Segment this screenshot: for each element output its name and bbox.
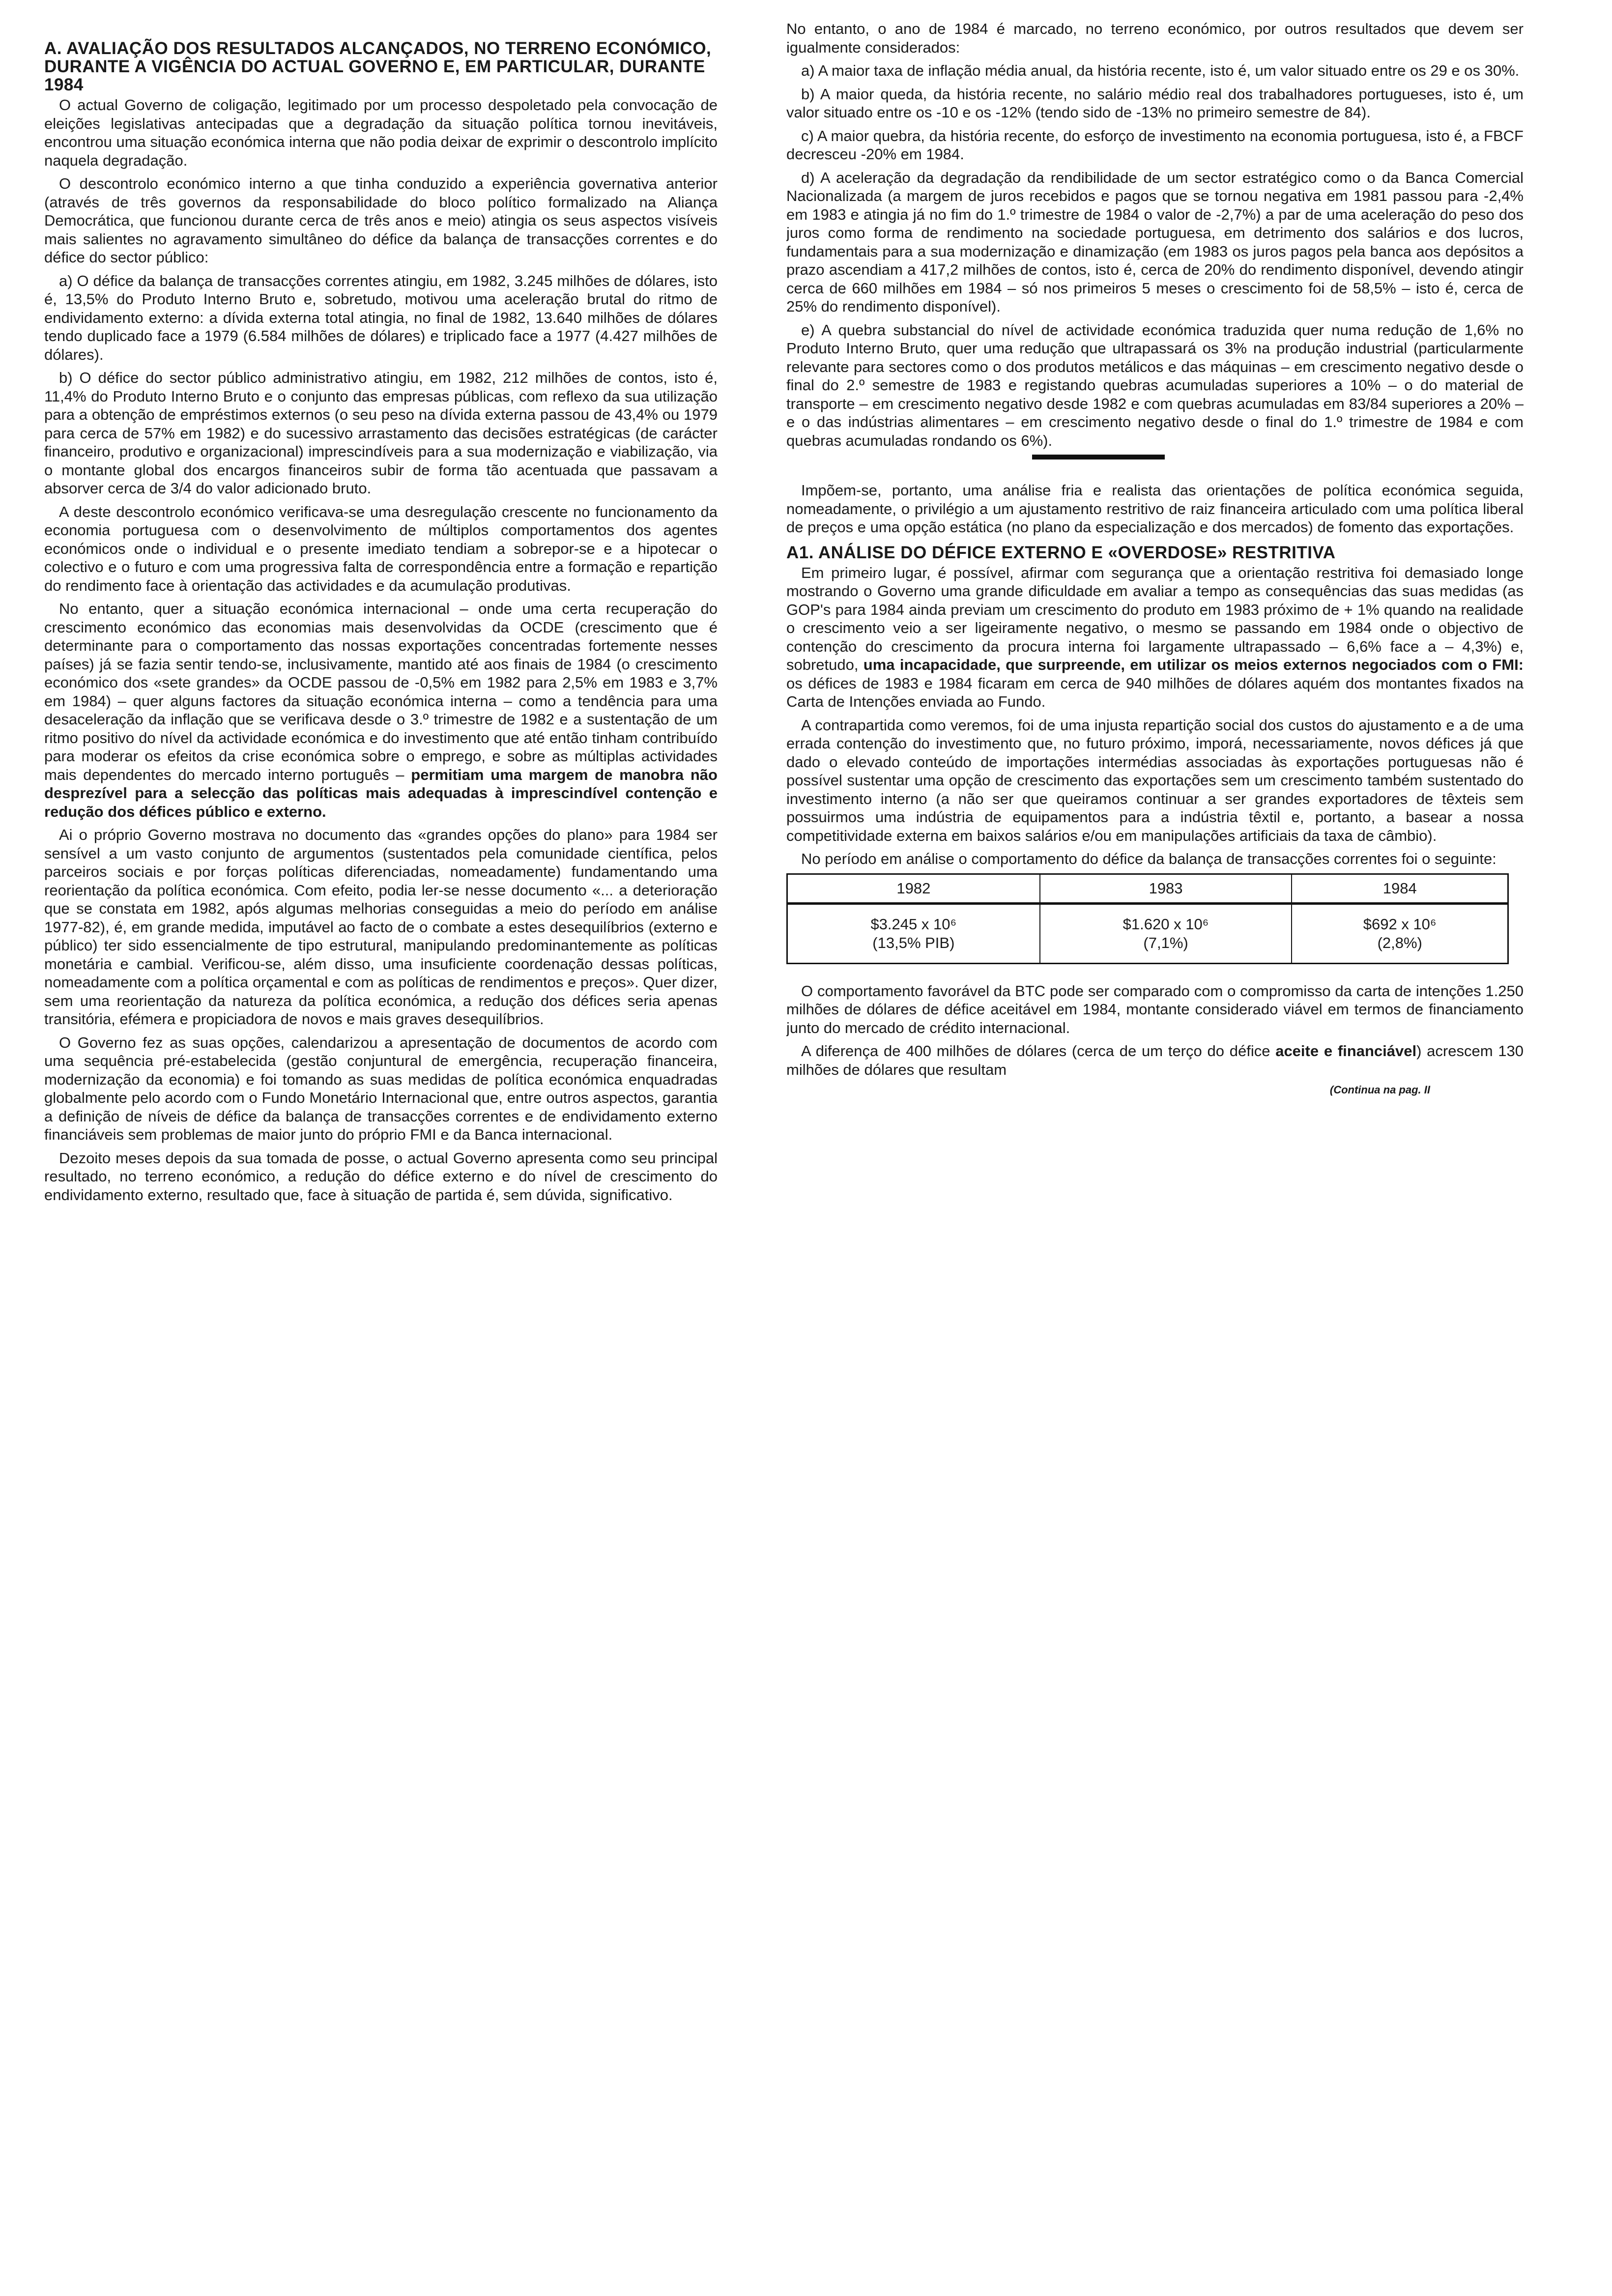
paragraph: c) A maior quebra, da história recente, do esforço de investimento na economia portuguesa, isto é, a FBCF decresceu -20% em 1984.: [786, 127, 1524, 163]
paragraph: b) A maior queda, da história recente, no salário médio real dos trabalhadores portugueses, isto é, um valor situado entre os -10 e os -12% (tendo sido de -13% no primeiro semestre de 84).: [786, 85, 1524, 121]
table-cell: [1040, 903, 1292, 963]
section-heading: A. AVALIAÇÃO DOS RESULTADOS ALCANÇADOS, NO TERRENO ECONÓMICO, DURANTE A VIGÊNCIA DO ACTUAL GOVERNO E, EM PARTICULAR, DURANTE 1984: [44, 39, 712, 94]
paragraph: b) O défice do sector público administrativo atingiu, em 1982, 212 milhões de contos, isto é, 11,4% do Produto Interno Bruto e o conjunto das empresas públicas, com reflexo da sua utilização para a obtenção de empréstimos externos (o seu peso na dívida externa passou de 43,4% ou 1979 para cerca de 57% em 1982) e do sucessivo arrastamento das decisões estratégicas (de carácter financeiro, produtivo e organizacional) imprescindíveis para a sua modernização e viabilização, via o montante global dos encargos financeiros subir de forma tão acentuada que passavam a absorver cerca de 3/4 do valor adicionado bruto.: [44, 369, 718, 497]
left-column: [44, 20, 718, 2267]
deficit-value: $1.620 x 10⁶: [1123, 915, 1209, 933]
paragraph: A deste descontrolo económico verificava-se uma desregulação crescente no funcionamento da economia portuguesa com o desenvolvimento de múltiplos comportamentos dos agentes económicos onde o individual e o presente imediato tendiam a sobrepor-se e a hipotecar o colectivo e o futuro e com uma progressiva falta de correspondência entre a formação e repartição do rendimento face à orientação das actividades e da acumulação produtivas.: [44, 503, 718, 594]
paragraph: [44, 600, 718, 821]
paragraph: O comportamento favorável da BTC pode ser comparado com o compromisso da carta de intenções 1.250 milhões de dólares de défice aceitável em 1984, montante considerado viável em termos de financiamento junto do mercado de crédito internacional.: [786, 982, 1524, 1036]
paragraph: A contrapartida como veremos, foi de uma injusta repartição social dos custos do ajustamento e a de uma errada contenção do investimento que, no futuro próximo, imporá, necessariamente, novos défices já que dado o elevado conteúdo de importações intermédias associadas às exportações portuguesas não é possível sustentar uma opção de crescimento das exportações sem um crescimento também sustentado do investimento interno (a não ser que queiramos continuar a ser grandes exportadores de têxteis sem possuirmos uma indústria de equipamentos para a indústria têxtil e, portanto, a basear a nossa competitividade externa em baixos salários e/ou em manipulações artificiais da taxa de câmbio).: [786, 716, 1524, 844]
paragraph: Ai o próprio Governo mostrava no documento das «grandes opções do plano» para 1984 ser sensível a um vasto conjunto de argumentos (sustentados pela comunidade científica, pelos parceiros sociais e por forças políticas diferenciadas, nomeadamente) fundamentando uma reorientação da política económica. Com efeito, podia ler-se nesse documento «... a deterioração que se constata em 1982, após algumas melhorias conseguidas a meio do período em análise 1977-82), é, em grande medida, imputável ao facto de o combate a estes desequilíbrios (externo e público) ter sido essencialmente de tipo estrutural, manipulando predominantemente as políticas monetária e cambial. Verificou-se, além disso, uma insuficiente coordenação dessas políticas, nomeadamente com a política orçamental e com as políticas de rendimentos e preços». Quer dizer, sem uma reorientação da natureza da política económica, a redução dos défices seria apenas transitória, efémera e propiciadora de novos e mais graves desequilíbrios.: [44, 826, 718, 1028]
paragraph: O descontrolo económico interno a que tinha conduzido a experiência governativa anterior (através de três governos da responsabilidade do bloco político formalizado na Aliança Democrática, que funcionou durante cerca de três anos e meio) atingia os seus aspectos visíveis mais salientes no agravamento simultâneo do défice da balança de transacções correntes e do défice do sector público:: [44, 175, 718, 266]
table-header-cell: 1982: [787, 874, 1040, 903]
deficit-percent-pib: (13,5% PIB): [872, 934, 955, 951]
bold-text: uma incapacidade, que surpreende, em utilizar os meios externos negociados com o FMI:: [863, 656, 1524, 673]
table-header-cell: 1984: [1292, 874, 1508, 903]
continued-on-page-note: (Continua na pag. II: [1329, 1084, 1430, 1096]
deficit-value: $3.245 x 10⁶: [870, 915, 957, 933]
table-cell: [787, 903, 1040, 963]
right-column: [786, 20, 1524, 2267]
paragraph: Dezoito meses depois da sua tomada de posse, o actual Governo apresenta como seu principal resultado, no terreno económico, a redução do défice externo e do nível de crescimento do endividamento externo, resultado que, face à situação de partida é, sem dúvida, significativo.: [44, 1149, 718, 1204]
paragraph: O actual Governo de coligação, legitimado por um processo despoletado pela convocação de eleições legislativas antecipadas que a degradação da situação política tornou inevitáveis, encontrou uma situação económica interna que não podia deixar de exprimir o descontrolo implícito naquela degradação.: [44, 96, 718, 169]
bold-text: aceite e financiável: [1275, 1042, 1417, 1060]
paragraph: Impõem-se, portanto, uma análise fria e realista das orientações de política económica seguida, nomeadamente, o privilégio a um ajustamento restritivo de raiz financeira articulado com uma política liberal de preços e uma opção estática (no plano da especialização e dos mercados) de fomento das exportações.: [786, 482, 1524, 536]
section-divider: [1032, 455, 1165, 459]
bold-text: permitiam uma margem de manobra não desprezível para a selecção das políticas mais adequadas à imprescindível contenção e redução dos défices público e externo.: [44, 766, 718, 820]
table-header-cell: 1983: [1040, 874, 1292, 903]
paragraph: a) A maior taxa de inflação média anual, da história recente, isto é, um valor situado entre os 29 e os 30%.: [801, 62, 1520, 79]
text-run: A diferença de 400 milhões de dólares (cerca de um terço do défice: [801, 1042, 1276, 1060]
table-cell: [1292, 903, 1508, 963]
paragraph: O Governo fez as suas opções, calendarizou a apresentação de documentos de acordo com uma sequência pré-estabelecida (gestão conjuntural de emergência, recuperação financeira, modernização da economia) e foi tomando as suas medidas de política económica enquadradas globalmente pelo acordo com o Fundo Monetário Internacional que, entre outros aspectos, garantia a definição de níveis de défice da balança de transacções correntes e de endividamento externo financiáveis sem problemas de maior junto do próprio FMI e da Banca internacional.: [44, 1033, 718, 1143]
text-run: Em primeiro lugar, é possível, afirmar com segurança que a orientação restritiva foi demasiado longe mostrando o Governo uma grande dificuldade em avaliar a tempo as consequências das suas medidas (as GOP's para 1984 ainda previam um crescimento do produto em 1983 próximo de + 1% quando na realidade o crescimento veio a ser ligeiramente negativo, o mesmo se passando em 1984 onde o objectivo de contenção do crescimento da procura interna foi largamente ultrapassado – 6,6% face a – 4,3%) e, sobretudo,: [786, 564, 1524, 673]
btc-deficit-table: [786, 873, 1509, 964]
deficit-percent-pib: (7,1%): [1143, 934, 1188, 951]
paragraph: No período em análise o comportamento do défice da balança de transacções correntes foi o seguinte:: [801, 850, 1497, 867]
text-run: os défices de 1983 e 1984 ficaram em cerca de 940 milhões de dólares aquém dos montantes fixados na Carta de Intenções enviada ao Fundo.: [786, 674, 1524, 710]
deficit-percent-pib: (2,8%): [1377, 934, 1422, 951]
paragraph: d) A aceleração da degradação da rendibilidade de um sector estratégico como o da Banca Comercial Nacionalizada (a margem de juros recebidos e pagos que se tornou negativa em 1981 passou para -2,4% em 1983 e atingia já no fim do 1.º trimestre de 1984 o valor de -2,7%) a par de uma aceleração do peso dos juros como forma de rendimento na sociedade portuguesa, em detrimento dos salários e dos lucros, fundamentais para a sua modernização e dinamização (em 1983 os juros pagos pela banca aos depósitos a prazo ascendiam a 417,2 milhões de contos, isto é, cerca de 20% do rendimento disponível, devendo atingir cerca de 660 milhões em 1984 – só nos primeiros 5 meses o crescimento foi de 58,5% – isto é, cerca de 25% do rendimento disponível).: [786, 169, 1524, 315]
paragraph: a) O défice da balança de transacções correntes atingiu, em 1982, 3.245 milhões de dólares, isto é, 13,5% do Produto Interno Bruto e, sobretudo, motivou uma aceleração brutal do ritmo de endividamento externo: a dívida externa total atingia, no final de 1982, 13.640 milhões de dólares tendo duplicado face a 1979 (6.584 milhões de dólares) e triplicado face a 1977 (4.427 milhões de dólares).: [44, 272, 718, 363]
section-heading: A1. ANÁLISE DO DÉFICE EXTERNO E «OVERDOSE» RESTRITIVA: [786, 543, 1336, 562]
table-row: [787, 903, 1508, 963]
paragraph: [786, 564, 1524, 711]
text-run: No entanto, quer a situação económica internacional – onde uma certa recuperação do crescimento económico das economias mais desenvolvidas da OCDE (crescimento que é determinante para o comportamento das nossas exportações concentradas fortemente nesses países) já se fazia sentir tendo-se, inclusivamente, mantido até aos finais de 1984 (o crescimento económico dos «sete grandes» da OCDE passou de -0,5% em 1982 para 2,5% em 1983 e 3,7% em 1984) – quer alguns factores da situação económica interna – como a tendência para uma desaceleração da inflação que se verificava desde o 3.º trimestre de 1982 e a sustentação de um ritmo positivo do nível da actividade económica e do investimento que até então tinham contribuído para moderar os efeitos da crise económica sobre o emprego, e sobre as múltiplas actividades mais dependentes do mercado interno português –: [44, 600, 718, 783]
paragraph: [786, 1042, 1524, 1079]
paragraph: No entanto, o ano de 1984 é marcado, no terreno económico, por outros resultados que devem ser igualmente considerados:: [786, 20, 1524, 56]
deficit-value: $692 x 10⁶: [1363, 915, 1437, 933]
paragraph: e) A quebra substancial do nível de actividade económica traduzida quer numa redução de 1,6% no Produto Interno Bruto, quer uma redução que ultrapassará os 3% na produção industrial (particularmente relevante para sectores como o dos produtos metálicos e das máquinas – em crescimento negativo desde o final do 2.º semestre de 1983 e registando quebras acumuladas superiores a 10% – o do material de transporte – em crescimento negativo desde 1982 e com quebras acumuladas em 83/84 superiores a 20% – e o das indústrias alimentares – em crescimento negativo desde o final do 1.º trimestre de 1984 e com quebras acumuladas rondando os 6%).: [786, 321, 1524, 449]
table-header-row: [787, 874, 1508, 903]
text-run: ) acrescem 130 milhões de dólares que resultam: [786, 1042, 1524, 1078]
